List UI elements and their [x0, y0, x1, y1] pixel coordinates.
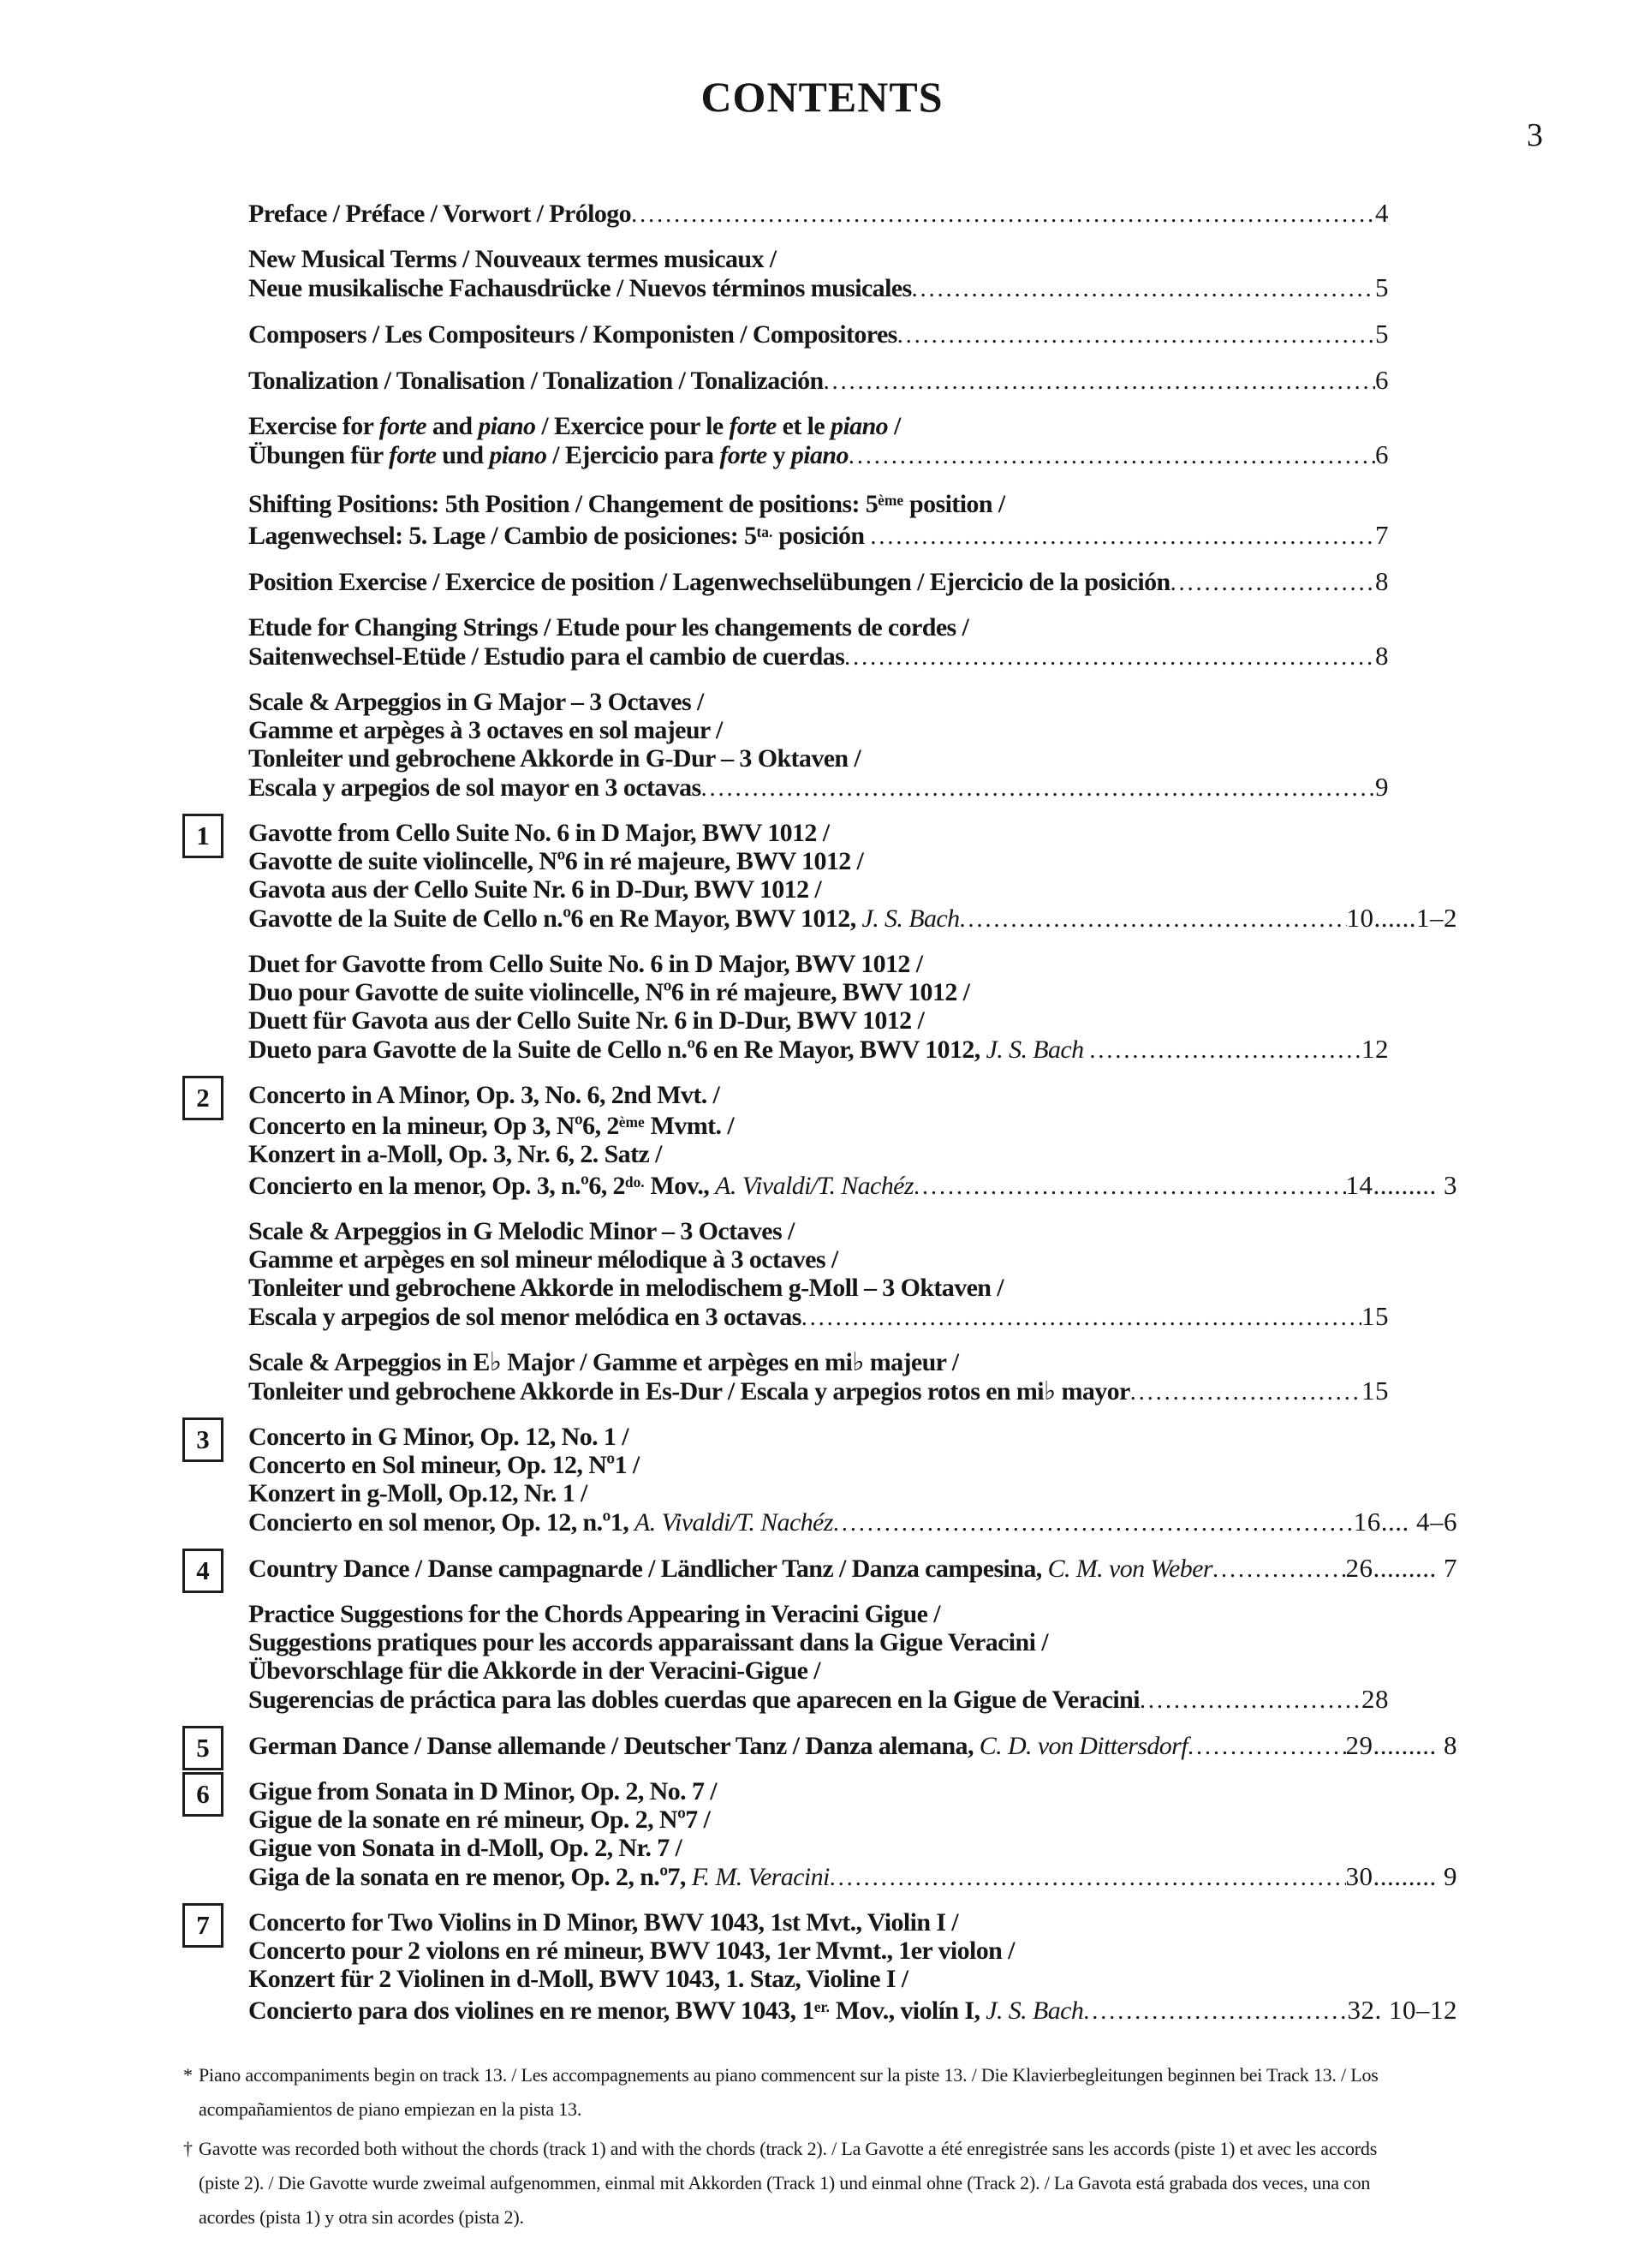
footnote-text: Gavotte was recorded both without the chords (track 1) and with the chords (track 2). / La Gavotte a été enregistrée sans les accords (piste 1) et avec les accords	[199, 2138, 1378, 2160]
page-track-ref: 26......... 7	[1345, 1553, 1457, 1584]
toc-line-text	[248, 1777, 717, 1805]
toc-line	[248, 1993, 1457, 2026]
toc-line	[248, 1965, 1457, 1993]
text-segment: Tonleiter und gebrochene Akkorde in Es-Dur / Escala y arpegios rotos en mi♭ mayor	[248, 1377, 1130, 1406]
footnote-text: Piano accompaniments begin on track 13. / Les accompagnements au piano commencent sur la piste 13. / Die Klavierbegleitungen beginnen bei Track 13. / Los	[199, 2064, 1379, 2086]
toc-line-text	[248, 320, 897, 349]
page-track-ref: 6	[1375, 439, 1389, 469]
toc-line-text	[248, 744, 861, 773]
text-segment: Duet for Gavotte from Cello Suite No. 6 in D Major, BWV 1012 /	[248, 949, 923, 978]
entry-number-box: 5	[182, 1726, 223, 1770]
text-segment: Concerto pour 2 violons en ré mineur, BWV 1043, 1er Mvmt., 1er violon /	[248, 1937, 1015, 1966]
toc-entry	[248, 199, 1457, 229]
toc-line-text	[248, 1479, 587, 1507]
toc-line	[248, 1685, 1389, 1715]
toc-line-text	[248, 274, 912, 302]
toc-line-text	[248, 688, 704, 716]
text-segment: piano	[831, 412, 889, 440]
toc-entry	[196, 1423, 1457, 1537]
text-segment: Mvmt. /	[644, 1112, 735, 1141]
toc-entry	[196, 1080, 1457, 1202]
dot-leader	[1089, 1036, 1361, 1065]
toc-line-text	[248, 847, 863, 875]
text-segment: do.	[624, 1173, 645, 1191]
text-segment: Gamme et arpèges en sol mineur mélodique à 3 octaves /	[248, 1245, 838, 1274]
page-track-ref: 16.... 4–6	[1353, 1507, 1457, 1537]
dot-leader	[912, 275, 1375, 303]
text-segment: Concerto en Sol mineur, Op. 12, Nº1 /	[248, 1451, 640, 1480]
footnote-line	[183, 2132, 1587, 2166]
dot-leader	[844, 643, 1375, 671]
text-segment: Gavotte de suite violincelle, Nº6 in ré majeure, BWV 1012 /	[248, 846, 864, 875]
toc-line	[248, 1862, 1457, 1892]
dot-leader	[1140, 1686, 1361, 1715]
toc-line	[248, 1479, 1457, 1507]
page-track-ref: 30......... 9	[1345, 1861, 1457, 1892]
toc-entry	[248, 1348, 1457, 1406]
toc-line	[248, 950, 1457, 978]
toc-line	[248, 744, 1457, 773]
footnote	[183, 2132, 1587, 2235]
dot-leader	[959, 905, 1346, 934]
text-segment: Position Exercise / Exercice de position / Lagenwechselübungen / Ejercicio de la posición	[248, 567, 1170, 596]
text-segment: Gavotte de la Suite de Cello n.º6 en Re Mayor, BWV 1012,	[248, 904, 862, 933]
text-segment: piano	[790, 441, 849, 469]
toc-line-text	[248, 1140, 662, 1168]
text-segment: J. S. Bach	[861, 904, 960, 933]
toc-entry	[196, 818, 1457, 934]
page-number: 3	[1527, 117, 1543, 153]
toc-entry	[196, 1908, 1457, 2026]
document-page	[0, 75, 1644, 2268]
footnote-line	[183, 2092, 1587, 2127]
dot-leader	[801, 1304, 1361, 1332]
toc-line	[248, 773, 1389, 803]
text-segment: Tonalization / Tonalisation / Tonalization / Tonalización	[248, 367, 824, 395]
text-segment: Duett für Gavota aus der Cello Suite Nr. 6 in D-Dur, BWV 1012 /	[248, 1006, 925, 1035]
toc-line	[248, 1168, 1457, 1201]
toc-line	[248, 1035, 1389, 1065]
dot-leader	[1130, 1378, 1361, 1406]
toc-line	[248, 1109, 1457, 1141]
toc-line	[248, 847, 1457, 875]
toc-line	[248, 1805, 1457, 1834]
text-segment: piano	[489, 441, 547, 469]
text-segment: Mov., violín I,	[829, 1996, 986, 2026]
text-segment: German Dance / Danse allemande / Deutscher Tanz / Danza alemana,	[248, 1732, 980, 1761]
text-segment: Concierto en la menor, Op. 3, n.º6, 2	[248, 1172, 625, 1201]
toc-line	[248, 1451, 1457, 1479]
page-track-ref: 32. 10–12	[1347, 1995, 1457, 2026]
toc-line-text	[248, 1908, 958, 1937]
toc-line	[248, 904, 1457, 934]
toc-line-text	[248, 367, 824, 395]
dot-leader	[701, 774, 1375, 803]
footnote	[183, 2058, 1587, 2127]
toc-line	[248, 199, 1389, 229]
toc-line	[248, 245, 1457, 273]
text-segment: Gigue from Sonata in D Minor, Op. 2, No. 7 /	[248, 1777, 717, 1806]
toc-line-text	[248, 904, 959, 933]
text-segment: Gavotte from Cello Suite No. 6 in D Major, BWV 1012 /	[248, 818, 830, 847]
text-segment: ème	[878, 492, 904, 509]
text-segment: Übevorschlage für die Akkorde in der Veracini-Gigue /	[248, 1656, 820, 1686]
toc-line-text	[248, 490, 1005, 518]
page-track-ref: 28	[1361, 1684, 1389, 1715]
footnote-text: (piste 2). / Die Gavotte wurde zweimal aufgenommen, einmal mit Akkorden (Track 1) und einmal ohne (Track 2). / La Gavota está grabada dos veces, una con	[199, 2172, 1371, 2194]
page-track-ref: 10......1–2	[1346, 902, 1457, 933]
entry-number-box: 2	[182, 1076, 223, 1120]
text-segment: C. M. von Weber	[1047, 1555, 1212, 1584]
toc-line-text	[248, 441, 849, 469]
toc-line-text	[248, 1993, 1083, 2025]
toc-line-text	[248, 950, 922, 978]
footnote-line	[183, 2166, 1587, 2200]
text-segment: Concerto in A Minor, Op. 3, No. 6, 2nd Mvt. /	[248, 1080, 720, 1109]
toc-line	[248, 1656, 1457, 1685]
toc-line-text	[248, 1423, 628, 1451]
toc-line-text	[248, 1451, 640, 1479]
text-segment: A. Vivaldi/T. Nachéz	[715, 1172, 914, 1201]
text-segment: J. S. Bach	[986, 1035, 1090, 1064]
toc-line	[248, 1507, 1457, 1537]
toc-list	[196, 198, 1457, 2026]
toc-line	[248, 366, 1389, 396]
toc-line-text	[248, 245, 777, 273]
toc-line	[248, 688, 1457, 716]
toc-line-text	[248, 1863, 830, 1891]
text-segment: Konzert für 2 Violinen in d-Moll, BWV 1043, 1. Staz, Violine I /	[248, 1965, 908, 1994]
text-segment: Giga de la sonata en re menor, Op. 2, n.º7,	[248, 1863, 692, 1892]
text-segment: piano	[478, 412, 536, 440]
text-segment: Scale & Arpeggios in G Melodic Minor – 3 Octaves /	[248, 1217, 795, 1246]
toc-line-text	[248, 1805, 710, 1834]
dot-leader	[914, 1173, 1346, 1201]
text-segment: Gamme et arpèges à 3 octaves en sol majeur /	[248, 715, 723, 744]
text-segment: Concierto en sol menor, Op. 12, n.º1,	[248, 1508, 634, 1537]
toc-line	[248, 486, 1457, 518]
entry-number-box: 4	[182, 1549, 223, 1593]
text-segment: Shifting Positions: 5th Position / Changement de positions: 5	[248, 489, 879, 518]
toc-line	[248, 819, 1457, 847]
text-segment: posición	[772, 521, 871, 550]
page-track-ref: 8	[1375, 565, 1389, 596]
text-segment: forte	[729, 412, 777, 440]
text-segment: Übungen für	[248, 441, 389, 469]
text-segment: ta.	[756, 522, 773, 540]
toc-line-text	[248, 1628, 1048, 1656]
contents-title: CONTENTS	[700, 73, 944, 121]
text-segment: J. S. Bach	[986, 1996, 1084, 2026]
text-segment: position /	[903, 489, 1005, 518]
text-segment: Scale & Arpeggios in E♭ Major / Gamme et arpèges en mi♭ majeur /	[248, 1348, 959, 1377]
text-segment: and	[426, 412, 479, 440]
dot-leader	[833, 1509, 1354, 1537]
toc-line	[248, 1081, 1457, 1109]
toc-line	[248, 1376, 1389, 1406]
text-segment: Exercise for	[248, 412, 379, 440]
page-track-ref: 29......... 8	[1345, 1730, 1457, 1761]
page-track-ref: 12	[1361, 1033, 1389, 1064]
text-segment: / Exercice pour le	[535, 412, 730, 440]
toc-line	[248, 1302, 1389, 1332]
toc-line	[248, 875, 1457, 904]
text-segment: Concerto en la mineur, Op 3, Nº6, 2	[248, 1112, 619, 1141]
toc-line	[248, 1554, 1457, 1584]
toc-line	[248, 642, 1389, 671]
toc-line	[248, 1348, 1457, 1376]
text-segment: Sugerencias de práctica para las dobles cuerdas que aparecen en la Gigue de Veracini	[248, 1686, 1140, 1715]
footnote-line	[183, 2058, 1587, 2092]
text-segment: Duo pour Gavotte de suite violincelle, Nº6 in ré majeure, BWV 1012 /	[248, 977, 970, 1006]
toc-line-text	[248, 978, 969, 1006]
toc-line	[248, 567, 1389, 597]
page-track-ref: 14......... 3	[1345, 1170, 1457, 1201]
toc-entry	[248, 319, 1457, 349]
toc-line-text	[248, 1303, 801, 1331]
text-segment: forte	[378, 412, 427, 440]
toc-line-text	[248, 613, 968, 642]
toc-line	[248, 1937, 1457, 1965]
page-track-ref: 6	[1375, 365, 1389, 395]
toc-line	[248, 1274, 1457, 1302]
page-track-ref: 4	[1375, 198, 1389, 228]
text-segment: Suggestions pratiques pour les accords apparaissant dans la Gigue Veracini /	[248, 1628, 1049, 1657]
footnotes	[183, 2058, 1587, 2235]
toc-line-text	[248, 716, 723, 744]
text-segment: Composers / Les Compositeurs / Komponisten / Compositores	[248, 320, 897, 349]
toc-entry	[248, 366, 1457, 396]
text-segment: forte	[719, 441, 767, 469]
footnote-line	[183, 2200, 1587, 2235]
page-track-ref: 9	[1375, 771, 1389, 802]
text-segment: Konzert in a-Moll, Op. 3, Nr. 6, 2. Satz /	[248, 1140, 662, 1169]
page-track-ref: 15	[1361, 1376, 1389, 1406]
toc-line-text	[248, 1937, 1015, 1965]
toc-line	[248, 1245, 1457, 1274]
toc-line	[248, 1140, 1457, 1168]
toc-line-text	[248, 1686, 1140, 1714]
toc-line-text	[248, 1274, 1004, 1302]
dot-leader	[1170, 569, 1375, 597]
toc-line	[248, 1731, 1457, 1761]
entry-number-box: 6	[182, 1772, 223, 1817]
toc-line-text	[248, 1656, 820, 1685]
text-segment: New Musical Terms / Nouveaux termes musicaux /	[248, 245, 777, 273]
toc-line	[248, 1600, 1457, 1628]
text-segment: Tonleiter und gebrochene Akkorde in G-Dur – 3 Oktaven /	[248, 743, 861, 773]
toc-line	[248, 273, 1389, 303]
text-segment: Scale & Arpeggios in G Major – 3 Octaves /	[248, 687, 704, 716]
text-segment: Neue musikalische Fachausdrücke / Nuevos términos musicales	[248, 274, 912, 302]
footnote-text: acordes (pista 1) y otra sin acordes (pista 2).	[199, 2206, 524, 2229]
toc-line-text	[248, 1245, 838, 1274]
dot-leader	[1083, 1997, 1347, 2026]
text-segment: Konzert in g-Moll, Op.12, Nr. 1 /	[248, 1479, 587, 1508]
page-track-ref: 5	[1375, 319, 1389, 349]
toc-entry	[248, 950, 1457, 1065]
toc-line-text	[248, 875, 821, 904]
text-segment: Escala y arpegios de sol mayor en 3 octavas	[248, 773, 701, 802]
toc-line-text	[248, 1006, 924, 1035]
text-segment: Gigue von Sonata in d-Moll, Op. 2, Nr. 7 /	[248, 1834, 682, 1863]
entry-number-box: 1	[182, 814, 223, 858]
toc-entry	[248, 412, 1457, 470]
footnote-marker: *	[183, 2064, 193, 2086]
toc-line-text	[248, 1036, 1089, 1064]
toc-line	[248, 440, 1389, 470]
toc-entry	[196, 1553, 1457, 1586]
dot-leader	[631, 200, 1375, 229]
page-track-ref: 5	[1375, 272, 1389, 302]
page-track-ref: 7	[1375, 519, 1389, 550]
text-segment: y	[766, 441, 791, 469]
text-segment: /	[888, 412, 901, 440]
toc-line-text	[248, 1217, 795, 1245]
dot-leader	[849, 442, 1375, 470]
toc-line	[248, 412, 1457, 440]
text-segment: F. M. Veracini	[691, 1863, 830, 1892]
text-segment: Saitenwechsel-Etüde / Estudio para el cambio de cuerdas	[248, 642, 845, 671]
footnote-marker: †	[183, 2138, 193, 2160]
text-segment: / Ejercicio para	[546, 441, 720, 469]
text-segment: Country Dance / Danse campagnarde / Ländlicher Tanz / Danza campesina,	[248, 1555, 1048, 1584]
toc-line	[248, 518, 1389, 551]
toc-line-text	[248, 1348, 958, 1376]
toc-entry	[196, 1730, 1457, 1764]
toc-line-text	[248, 568, 1170, 596]
text-segment: und	[436, 441, 490, 469]
toc-line-text	[248, 412, 901, 440]
toc-line-text	[248, 642, 844, 671]
toc-line-text	[248, 1965, 908, 1993]
toc-line-text	[248, 1732, 1188, 1760]
toc-line	[248, 1006, 1457, 1035]
dot-leader	[870, 522, 1375, 551]
entry-number-box: 7	[182, 1903, 223, 1948]
toc-line-text	[248, 1508, 833, 1537]
toc-line	[248, 1777, 1457, 1805]
toc-line-text	[248, 1377, 1130, 1406]
text-segment: Lagenwechsel: 5. Lage / Cambio de posiciones: 5	[248, 521, 757, 550]
toc-entry	[196, 1777, 1457, 1892]
toc-line-text	[248, 1834, 682, 1862]
dot-leader	[1188, 1733, 1346, 1761]
toc-line-text	[248, 1555, 1212, 1583]
toc-line-text	[248, 819, 829, 847]
page-track-ref: 15	[1361, 1301, 1389, 1332]
text-segment: Escala y arpegios de sol menor melódica en 3 octavas	[248, 1303, 801, 1332]
text-segment: ème	[618, 1113, 645, 1131]
toc-line	[248, 716, 1457, 744]
toc-line	[248, 1423, 1457, 1451]
entry-number-box: 3	[182, 1418, 223, 1462]
toc-line	[248, 1217, 1457, 1245]
text-segment: C. D. von Dittersdorf	[979, 1732, 1188, 1761]
toc-line-text	[248, 1112, 734, 1140]
dot-leader	[897, 321, 1375, 349]
toc-entry	[248, 1600, 1457, 1715]
text-segment: Preface / Préface / Vorwort / Prólogo	[248, 200, 632, 228]
text-segment: Concerto for Two Violins in D Minor, BWV 1043, 1st Mvt., Violin I /	[248, 1908, 959, 1937]
toc-entry	[248, 613, 1457, 671]
text-segment: Gavota aus der Cello Suite Nr. 6 in D-Dur, BWV 1012 /	[248, 874, 822, 904]
page-track-ref: 8	[1375, 640, 1389, 671]
toc-line-text	[248, 1168, 914, 1200]
toc-line-text	[248, 773, 701, 802]
toc-entry	[248, 688, 1457, 803]
toc-line-text	[248, 1600, 940, 1628]
toc-line	[248, 1908, 1457, 1937]
dot-leader	[1212, 1555, 1346, 1584]
text-segment: Dueto para Gavotte de la Suite de Cello n.º6 en Re Mayor, BWV 1012,	[248, 1035, 986, 1064]
text-segment: et le	[776, 412, 831, 440]
text-segment: Mov.,	[644, 1172, 716, 1201]
toc-entry	[248, 245, 1457, 303]
text-segment: Tonleiter und gebrochene Akkorde in melodischem g-Moll – 3 Oktaven /	[248, 1274, 1004, 1303]
footnote-text: acompañamientos de piano empiezan en la pista 13.	[199, 2098, 582, 2121]
text-segment: Concerto in G Minor, Op. 12, No. 1 /	[248, 1423, 628, 1452]
toc-line	[248, 978, 1457, 1006]
toc-line	[248, 1834, 1457, 1862]
toc-line	[248, 319, 1389, 349]
text-segment: forte	[388, 441, 437, 469]
toc-line-text	[248, 518, 870, 550]
text-segment: Practice Suggestions for the Chords Appearing in Veracini Gigue /	[248, 1600, 940, 1629]
toc-line-text	[248, 200, 631, 228]
text-segment: Concierto para dos violines en re menor, BWV 1043, 1	[248, 1996, 814, 2026]
toc-entry	[248, 1217, 1457, 1332]
text-segment: er.	[813, 1998, 830, 2016]
dot-leader	[830, 1864, 1346, 1892]
toc-line	[248, 1628, 1457, 1656]
text-segment: Etude for Changing Strings / Etude pour les changements de cordes /	[248, 612, 969, 642]
text-segment: Gigue de la sonate en ré mineur, Op. 2, Nº7 /	[248, 1805, 711, 1835]
dot-leader	[824, 367, 1375, 396]
text-segment: A. Vivaldi/T. Nachéz	[634, 1508, 833, 1537]
toc-entry	[248, 567, 1457, 597]
toc-line	[248, 613, 1457, 642]
toc-line-text	[248, 1081, 719, 1109]
toc-entry	[248, 486, 1457, 551]
